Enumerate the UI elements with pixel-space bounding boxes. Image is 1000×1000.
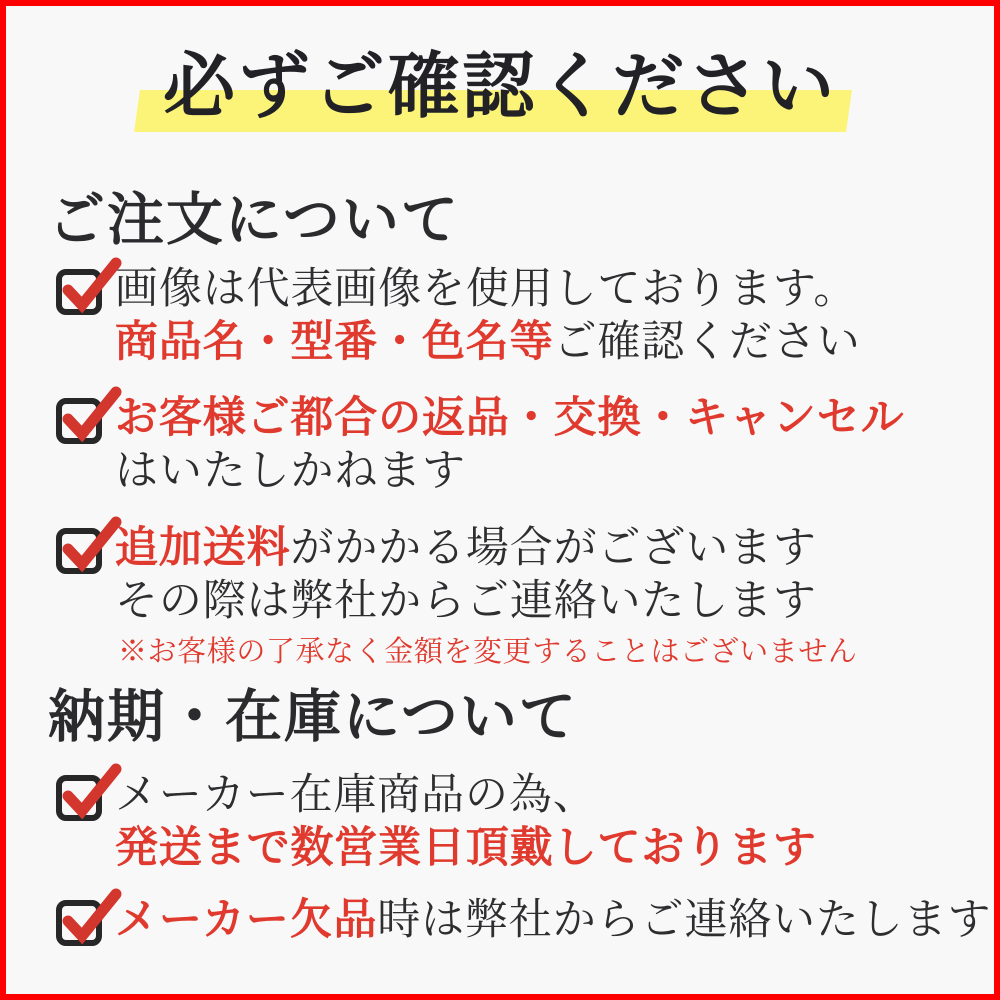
item-text [115,392,904,498]
check-mark-icon [60,765,122,823]
item-line [115,894,991,947]
item-text-segment-red: 発送まで数営業日頂戴しております [115,825,817,872]
item-text [115,522,858,669]
item-text-segment: その際は弊社からご連絡いたします [115,578,817,625]
item-text-segment-red: お客様ご都合の返品・交換・キャンセル [115,395,905,442]
item-text [115,263,861,369]
list-item-maker-stock [56,769,974,875]
check-mark-icon [60,890,122,948]
item-text-segment: 時は弊社からご連絡いたします [377,897,992,944]
checkbox-icon [56,398,102,444]
check-mark-icon [60,388,122,446]
checkbox-icon [56,900,102,946]
check-mark-icon [60,259,122,317]
list-item-extra-shipping [56,522,974,669]
item-text-segment-red: メーカー欠品 [115,897,378,944]
checkbox-icon [56,269,102,315]
item-line [115,445,904,498]
checkbox-icon [56,528,102,574]
item-text-segment: ご確認ください [553,319,861,366]
check-mark-icon [60,518,122,576]
item-text-segment: 画像は代表画像を使用しております。 [115,266,858,313]
item-line [115,822,817,875]
list-item-no-returns [56,392,974,498]
item-text-segment-red: 商品名・型番・色名等 [115,319,554,366]
item-text-segment: メーカー在庫商品の為、 [115,772,597,819]
item-line [115,769,817,822]
item-line [115,263,861,316]
checkbox-icon [56,775,102,821]
item-line [115,522,858,575]
item-text-segment-red: 追加送料 [115,525,291,572]
section-heading-order: ご注文について [48,189,460,252]
item-line [115,316,861,369]
list-item-representative-image [56,263,974,369]
item-text-segment: はいたしかねます [115,448,466,495]
title-inner [163,47,837,127]
item-text [115,894,991,947]
list-item-maker-shortage [56,894,992,947]
item-line [115,575,858,628]
item-footnote: ※お客様の了承なく金額を変更することはございません [118,636,858,668]
item-text [115,769,817,875]
title-block [6,47,994,127]
page-title: 必ずご確認ください [163,47,837,127]
item-line [115,392,904,445]
section-heading-delivery: 納期・在庫について [48,686,578,749]
item-text-segment: がかかる場合がございます [290,525,817,572]
